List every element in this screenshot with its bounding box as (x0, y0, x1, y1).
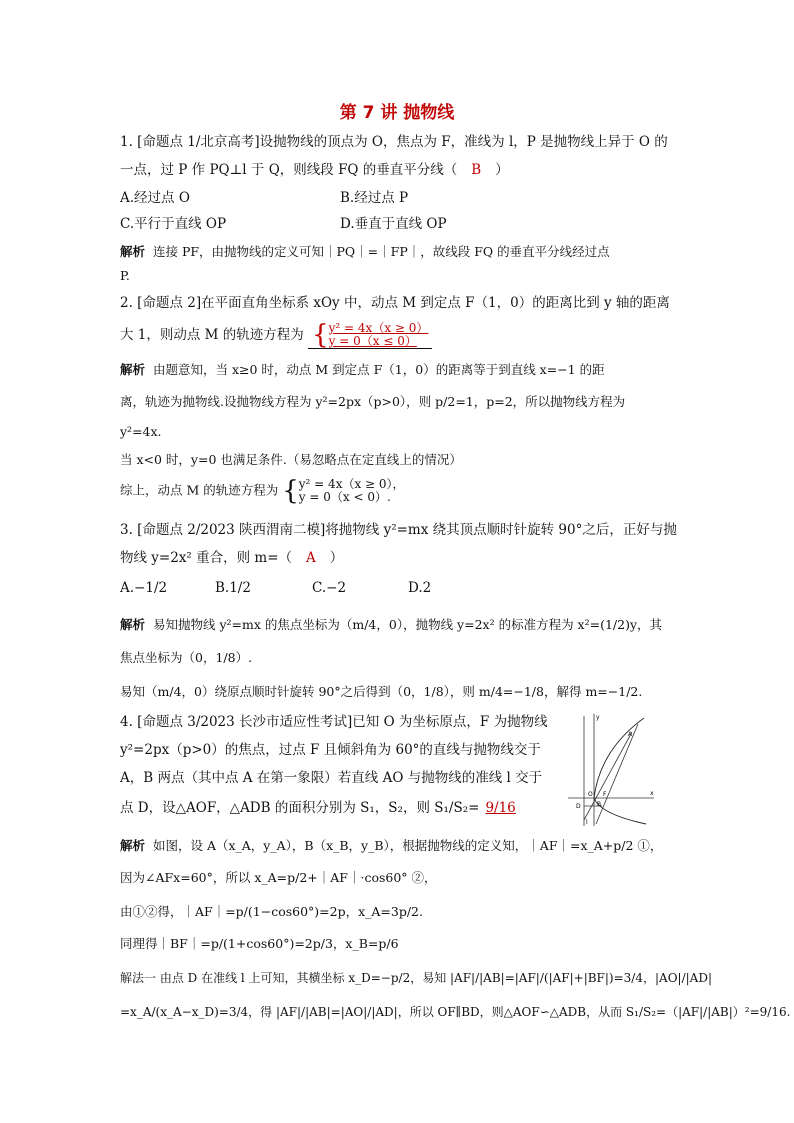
q2-solution-line1 (120, 360, 605, 380)
q4-stem-line1: 4. [命题点 3/2023 长沙市适应性考试]已知 O 为坐标原点，F 为抛物线 (120, 714, 548, 730)
q2-solution-line3: y²=4x. (120, 424, 162, 439)
q2-conclusion-row2: y = 0（x < 0）. (298, 490, 391, 504)
q2-conclusion-text: 综上，动点 M 的轨迹方程为 (120, 482, 279, 498)
q3-stem-text: 物线 y=2x² 重合，则 m=（ (120, 550, 293, 566)
q4-solution-line4: 同理得｜BF｜=p/(1+cos60°)=2p/3，x_B=p/6 (120, 936, 399, 951)
q3-option-d: D.2 (408, 580, 432, 596)
q2-stem-line2 (120, 322, 432, 349)
q1-solution-line1 (120, 242, 610, 262)
q1-option-b: B.经过点 P (340, 190, 409, 206)
q2-answer-row1: y² = 4x（x ≥ 0） (328, 321, 429, 335)
q1-option-a: A.经过点 O (120, 190, 190, 206)
q2-stem-text: 大 1，则动点 M 的轨迹方程为 (120, 327, 304, 343)
page-title: 第 7 讲 抛物线 (339, 103, 455, 123)
q1-solution-line2: P. (120, 268, 130, 283)
q3-option-a: A.−1/2 (120, 580, 168, 596)
q1-solution-label: 解析 (120, 244, 146, 259)
q4-solution-line1 (120, 836, 662, 856)
q4-answer: 9/16 (485, 800, 516, 816)
q4-solution-line2: 因为∠AFx=60°，所以 x_A=p/2+｜AF｜·cos60° ②， (120, 870, 437, 885)
q2-solution-line5 (120, 478, 405, 504)
q1-option-c: C.平行于直线 OP (120, 216, 227, 232)
q2-solution-line2: 离，轨迹为抛物线.设抛物线方程为 y²=2px（p>0），则 p/2=1，p=2，所以抛物线方程为 (120, 394, 626, 409)
q1-answer: B (471, 162, 482, 178)
q2-answer-system (329, 322, 429, 348)
q2-answer-brace: { (312, 320, 329, 350)
q1-stem-line2 (120, 160, 509, 180)
q2-conclusion-system (299, 478, 405, 504)
q1-stem-line1: 1. [命题点 1/北京高考]设抛物线的顶点为 O，焦点为 F，准线为 l，P 是抛物线上异于 O 的 (120, 134, 668, 150)
q4-stem-text: 点 D，设△AOF，△ADB 的面积分别为 S₁，S₂，则 S₁/S₂= (120, 800, 480, 816)
q4-solution-line5: 解法一 由点 D 在准线 l 上可知，其横坐标 x_D=−p/2，易知 |AF|/|AB|=|AF|/(|AF|+|BF|)=3/4，|AO|/|AD| (120, 971, 712, 985)
q4-solution-line6: =x_A/(x_A−x_D)=3/4，得 |AF|/|AB|=|AO|/|AD|，所以 OF∥BD，则△AOF∽△ADB，从而 S₁/S₂=（|AF|/|AB|）²=9/16. (120, 1005, 791, 1019)
q4-stem-line2: y²=2px（p>0）的焦点，过点 F 且倾斜角为 60°的直线与抛物线交于 (120, 742, 541, 758)
q3-solution-label: 解析 (120, 617, 146, 632)
q1-stem-text: 一点，过 P 作 PQ⊥l 于 Q，则线段 FQ 的垂直平分线（ (120, 162, 458, 178)
figure-label-d: D (576, 803, 581, 810)
q3-solution-line1 (120, 615, 662, 635)
q3-solution-line2: 焦点坐标为（0，1/8）. (120, 650, 253, 665)
figure-parabola-upper (594, 718, 644, 798)
q3-stem-close: ） (329, 550, 344, 566)
q2-answer-blank (308, 322, 432, 349)
q4-stem-line4 (120, 798, 522, 818)
figure-label-l: l (586, 819, 588, 826)
figure-label-b: B (597, 801, 602, 808)
figure-label-o: O (588, 791, 593, 798)
parabola-figure (566, 710, 658, 828)
q2-conclusion-row1: y² = 4x（x ≥ 0）， (298, 477, 405, 491)
figure-label-f: F (603, 791, 607, 798)
q3-answer: A (306, 550, 316, 566)
q2-stem-line1: 2. [命题点 2]在平面直角坐标系 xOy 中，动点 M 到定点 F（1，0）的距离比到 y 轴的距离 (120, 295, 670, 311)
q2-answer-row2: y = 0（x ≤ 0） (328, 334, 417, 348)
q2-solution-label: 解析 (120, 362, 146, 377)
q4-solution-text: 如图，设 A（x_A，y_A），B（x_B，y_B），根据抛物线的定义知，｜AF｜=x_A+p/2 ①， (152, 838, 663, 853)
q4-stem-line3: A，B 两点（其中点 A 在第一象限）若直线 AO 与抛物线的准线 l 交于 (120, 770, 543, 786)
figure-line-ad (584, 732, 632, 820)
q1-solution-text: 连接 PF，由抛物线的定义可知｜PQ｜=｜FP｜，故线段 FQ 的垂直平分线经过点 (152, 244, 610, 259)
q3-solution-text: 易知抛物线 y²=mx 的焦点坐标为（m/4，0），抛物线 y=2x² 的标准方程为 x²=(1/2)y，其 (152, 617, 663, 632)
q4-solution-line3: 由①②得，｜AF｜=p/(1−cos60°)=2p，x_A=3p/2. (120, 904, 423, 919)
q4-solution-label: 解析 (120, 838, 146, 853)
q1-option-d: D.垂直于直线 OP (340, 216, 447, 232)
q2-conclusion-brace: { (282, 476, 299, 506)
q3-stem-line2 (120, 548, 343, 568)
q2-solution-line4: 当 x<0 时，y=0 也满足条件.（易忽略点在定直线上的情况） (120, 452, 462, 467)
q2-solution-text: 由题意知，当 x≥0 时，动点 M 到定点 F（1，0）的距离等于到直线 x=−1 的距 (152, 362, 605, 377)
q3-option-b: B.1/2 (215, 580, 251, 596)
figure-line-ab (596, 724, 638, 824)
figure-label-a: A (628, 731, 633, 738)
q1-stem-close: ） (495, 162, 509, 178)
q3-solution-line3: 易知（m/4，0）绕原点顺时针旋转 90°之后得到（0，1/8），则 m/4=−1/8，解得 m=−1/2. (120, 684, 643, 699)
figure-label-y: y (596, 714, 600, 721)
q3-option-c: C.−2 (312, 580, 347, 596)
figure-label-x: x (650, 790, 654, 797)
q3-stem-line1: 3. [命题点 2/2023 陕西渭南二模]将抛物线 y²=mx 绕其顶点顺时针旋转 90°之后，正好与抛 (120, 522, 677, 538)
